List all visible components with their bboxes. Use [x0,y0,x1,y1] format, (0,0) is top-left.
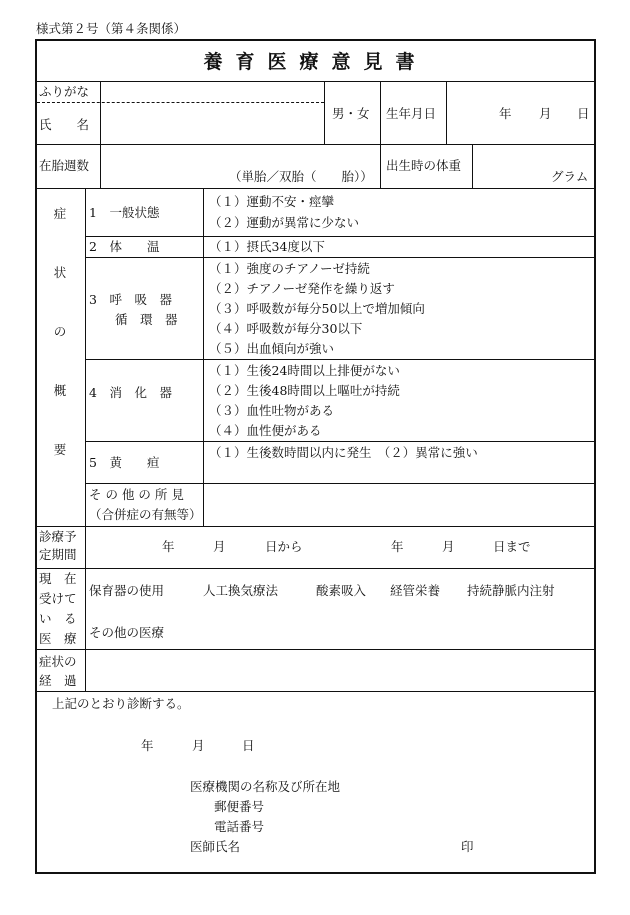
rule [85,257,594,258]
institution-label: 医療機関の名称及び所在地 [190,779,341,794]
symptom-group-label: 5 黄 疸 [89,455,160,470]
birth-year: 年 [499,106,512,121]
other-findings-label: そ の 他 の 所 見 [89,487,184,502]
rule [85,483,594,484]
symptom-item: （３）呼吸数が毎分50以上で増加傾向 [209,301,425,316]
symptom-item: （２）運動が異常に少ない [209,215,360,230]
rule [37,691,594,692]
period-label: 定期間 [39,547,77,562]
rule [37,81,594,82]
doctor-name-label: 医師氏名 [190,839,241,854]
current-treatment-label: 受けて [39,591,77,606]
period-from-year: 年 [162,539,175,554]
symptoms-label-char: 症 [53,206,67,221]
rule-dotted [37,102,324,103]
rule [37,526,594,527]
period-to-month: 月 [442,539,455,554]
rule [203,188,204,526]
symptom-group-label: 2 体 温 [89,239,160,254]
birth-weight-unit: グラム [551,169,589,184]
rule [446,81,447,144]
period-from-month: 月 [213,539,226,554]
rule [100,81,101,188]
rule [85,526,86,691]
gestation-note: （単胎／双胎（ 胎）） [229,169,373,184]
period-from-day: 日から [265,539,303,554]
symptom-group-label: 3 呼 吸 器 [89,292,172,307]
rule [380,81,381,188]
treatment-ventilation: 人工換気療法 [203,583,279,598]
treatment-incubator: 保育器の使用 [89,583,165,598]
form-title: 養育医療意見書 [203,51,428,73]
symptom-item: （３）血性吐物がある [209,403,335,418]
birthdate-label: 生年月日 [386,106,437,121]
symptom-item: （１）運動不安・痙攣 [209,194,335,209]
sign-month: 月 [192,738,205,753]
symptom-item: （４）呼吸数が毎分30以下 [209,321,363,336]
rule [324,81,325,144]
course-label: 経 過 [39,673,77,688]
symptoms-label-char: 概 [53,383,67,398]
sign-year: 年 [141,738,154,753]
symptoms-label-char: 要 [53,442,67,457]
birth-weight-label: 出生時の体重 [386,158,462,173]
symptoms-label-char: の [53,324,67,339]
gestation-label: 在胎週数 [39,158,90,173]
current-treatment-label: 現 在 [39,571,77,586]
period-label: 診療予 [39,529,77,544]
form-number: 様式第２号（第４条関係） [36,21,187,36]
rule [85,359,594,360]
symptom-item: （１）生後数時間以内に発生 （２）異常に強い [209,445,478,460]
rule [85,188,86,526]
rule [472,144,473,188]
treatment-tube-feeding: 経管栄養 [390,583,441,598]
rule [37,649,594,650]
current-treatment-label: 医 療 [39,631,77,646]
symptom-item: （１）強度のチアノーゼ持続 [209,261,370,276]
treatment-iv-infusion: 持続静脈内注射 [467,583,555,598]
rule [37,188,594,189]
sex-label: 男・女 [332,106,370,121]
furigana-label: ふりがな [39,84,90,99]
symptom-item: （２）チアノーゼ発作を繰り返す [209,281,395,296]
birth-month: 月 [539,106,552,121]
symptom-group-label: 4 消 化 器 [89,385,172,400]
rule [37,144,594,145]
birth-day: 日 [577,106,590,121]
rule [85,236,594,237]
symptom-item: （１）生後24時間以上排便がない [209,363,400,378]
other-treatment-label: その他の医療 [89,625,165,640]
rule [37,568,594,569]
diagnosis-statement: 上記のとおり診断する。 [52,696,190,711]
course-label: 症状の [39,654,77,669]
phone-label: 電話番号 [214,819,265,834]
symptom-group-label: 1 一般状態 [89,205,160,220]
rule [85,441,594,442]
current-treatment-label: い る [39,611,77,626]
opinion-form [35,39,596,874]
period-to-year: 年 [391,539,404,554]
name-label: 氏 名 [39,117,90,132]
symptom-item: （２）生後48時間以上嘔吐が持続 [209,383,400,398]
symptoms-label [52,206,68,501]
symptom-item: （４）血性便がある [209,423,322,438]
symptoms-label-char: 状 [53,265,67,280]
period-to-day: 日まで [493,539,531,554]
other-findings-sublabel: （合併症の有無等） [89,507,202,522]
treatment-oxygen: 酸素吸入 [316,583,367,598]
symptom-group-label: 循 環 器 [115,312,178,327]
sign-day: 日 [242,738,255,753]
symptom-item: （５）出血傾向が強い [209,341,335,356]
seal-label: 印 [461,839,474,854]
symptom-item: （１）摂氏34度以下 [209,239,325,254]
postal-label: 郵便番号 [214,799,265,814]
